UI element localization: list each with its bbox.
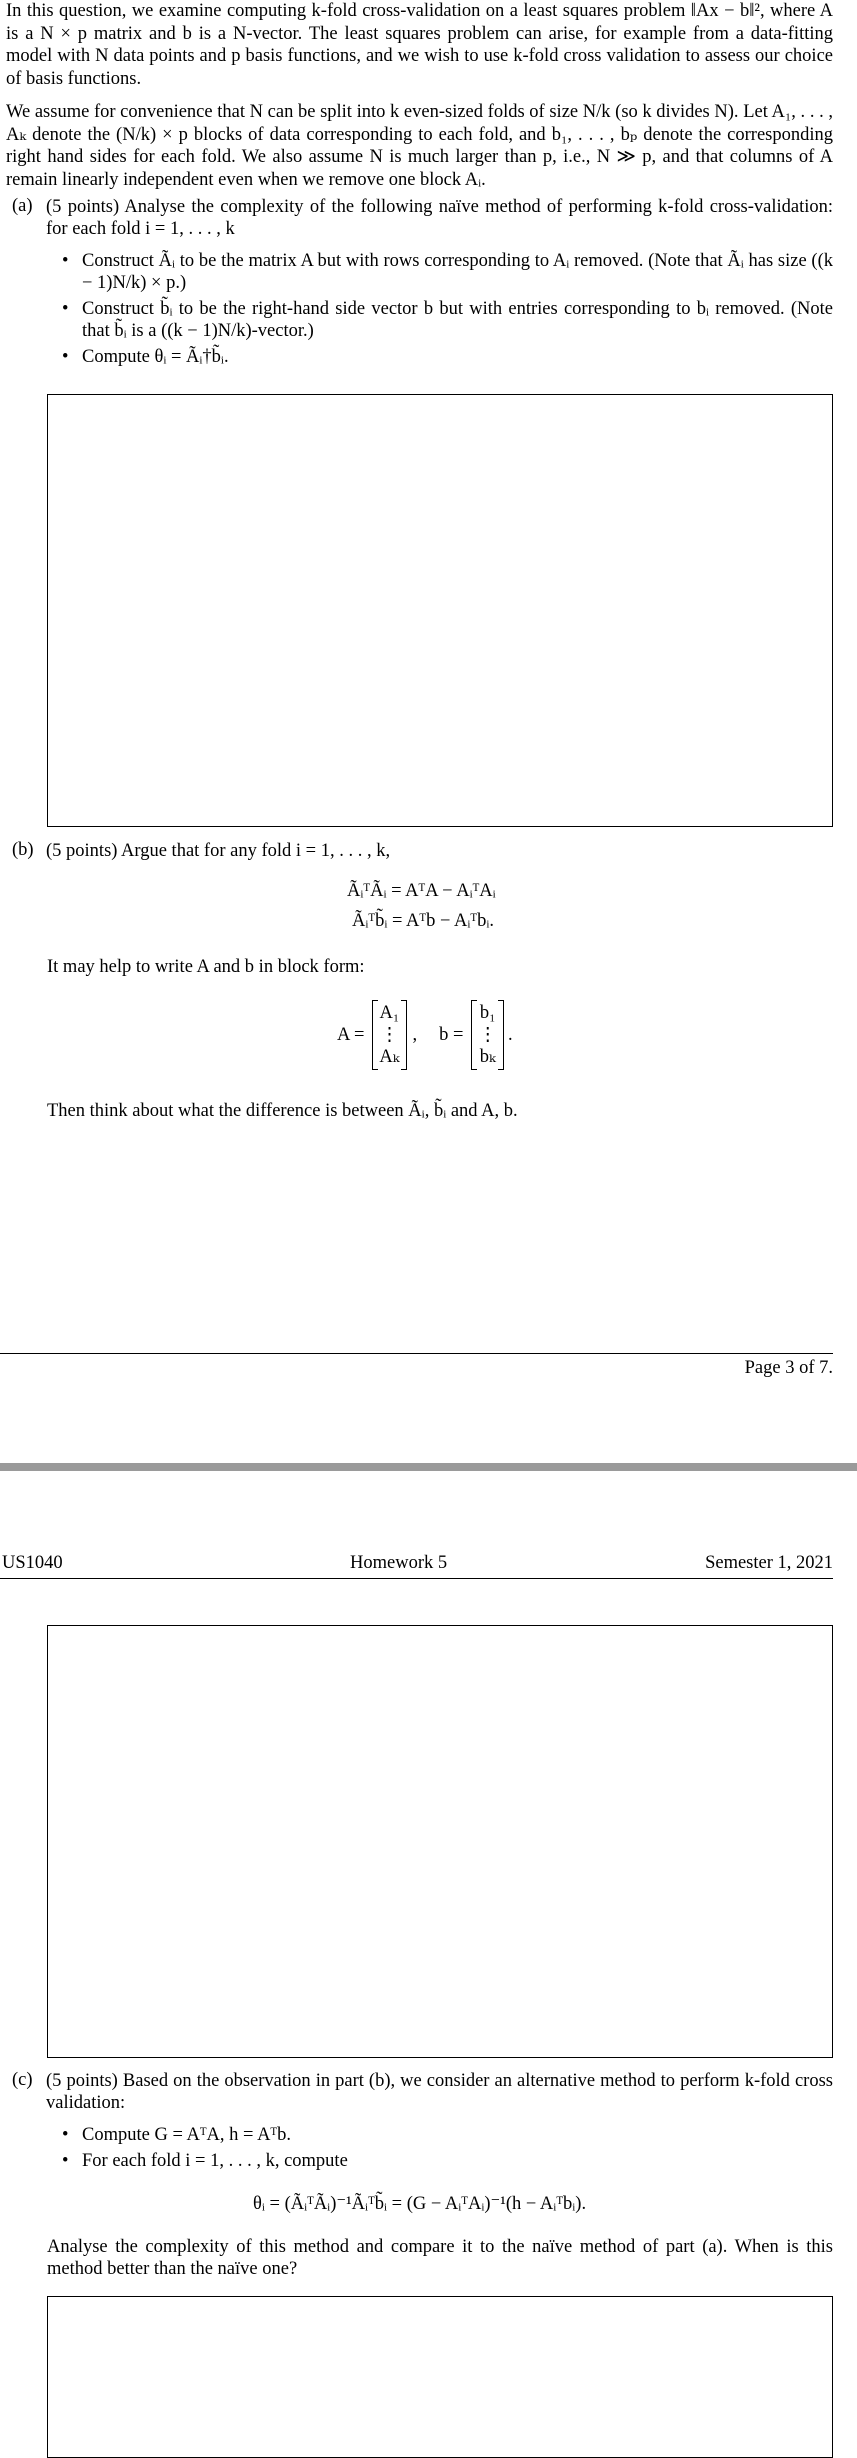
block-form: A = A₁ ⋮ Aₖ , b = b₁ ⋮ bₖ .: [337, 1000, 513, 1070]
intro-paragraph-2: We assume for convenience that N can be split into k even-sized folds of size N/k (so k divides N). Let A₁, . . . , Aₖ denote the (N/k) × p blocks of data corresponding to each fold, and b₁, . . . , bₚ denote the corresponding right hand sides for each fold. We also assume N is much larger than p, i.e., N ≫ p, and that columns of A remain linearly independent even when we remove one block Aᵢ.: [6, 102, 833, 190]
part-a-step-3: • Compute θᵢ = Ãᵢ†b̃ᵢ.: [62, 347, 229, 367]
block-matrix-a: A₁ ⋮ Aₖ: [372, 1000, 406, 1070]
page-4: [0, 1471, 857, 2440]
block-vector-b: b₁ ⋮ bₖ: [471, 1000, 504, 1070]
part-a-label: (a): [12, 196, 33, 216]
answer-box-a[interactable]: [47, 394, 833, 827]
part-c-step-2: • For each fold i = 1, . . . , k, compute: [62, 2151, 348, 2171]
part-a-steps: [62, 250, 833, 372]
header-rule: [0, 1578, 833, 1579]
part-b-equation-2: Ãᵢᵀb̃ᵢ = Aᵀb − Aᵢᵀbᵢ.: [352, 911, 494, 931]
page-number: Page 3 of 7.: [744, 1358, 833, 1378]
part-a-prompt: (5 points) Analyse the complexity of the following naïve method of performing k-fold cross-validation: for each fold i = 1, . . . , k: [46, 197, 833, 239]
answer-box-b[interactable]: [47, 1625, 833, 2058]
block-a-lhs: A =: [337, 1024, 365, 1045]
part-b-equation-1: ÃᵢᵀÃᵢ = AᵀA − AᵢᵀAᵢ: [347, 881, 496, 901]
header-title: Homework 5: [350, 1553, 448, 1573]
part-c-equation: θᵢ = (ÃᵢᵀÃᵢ)⁻¹Ãᵢᵀb̃ᵢ = (G − AᵢᵀAᵢ)⁻¹(h − Aᵢᵀbᵢ).: [253, 2194, 587, 2214]
part-c-prompt: (5 points) Based on the observation in part (b), we consider an alternative method to perform k-fold cross validation:: [46, 2071, 833, 2113]
part-c-steps: [62, 2124, 833, 2176]
part-a-step-1: • Construct Ãᵢ to be the matrix A but with rows corresponding to Aᵢ removed. (Note that Ãᵢ has size ((k − 1)N/k) × p.): [62, 251, 833, 293]
footer-rule: [0, 1353, 833, 1354]
part-c-step-1: • Compute G = AᵀA, h = Aᵀb.: [62, 2125, 292, 2145]
part-b-label: (b): [12, 840, 34, 860]
header-semester: Semester 1, 2021: [705, 1553, 833, 1573]
answer-box-c[interactable]: [47, 2296, 833, 2458]
part-c-label: (c): [12, 2070, 33, 2090]
part-c-after: Analyse the complexity of this method and compare it to the naïve method of part (a). When is this method better than the naïve one?: [47, 2237, 833, 2279]
intro-paragraph-1: In this question, we examine computing k-fold cross-validation on a least squares problem ‖Ax − b‖², where A is a N × p matrix and b is a N-vector. The least squares problem can arise, for example from a data-fitting model with N data points and p basis functions, and we wish to use k-fold cross validation to assess our choice of basis functions.: [6, 1, 833, 89]
part-b-hint: It may help to write A and b in block form:: [47, 957, 365, 977]
part-a-step-2: • Construct b̃ᵢ to be the right-hand side vector b but with entries corresponding to bᵢ removed. (Note that b̃ᵢ is a ((k − 1)N/k)-vector.): [62, 299, 833, 341]
header-course: US1040: [2, 1553, 63, 1573]
block-b-lhs: b =: [439, 1024, 464, 1045]
part-b-after: Then think about what the difference is between Ãᵢ, b̃ᵢ and A, b.: [47, 1101, 518, 1121]
page-separator: [0, 1463, 857, 1471]
part-b-prompt: (5 points) Argue that for any fold i = 1, . . . , k,: [46, 841, 391, 861]
